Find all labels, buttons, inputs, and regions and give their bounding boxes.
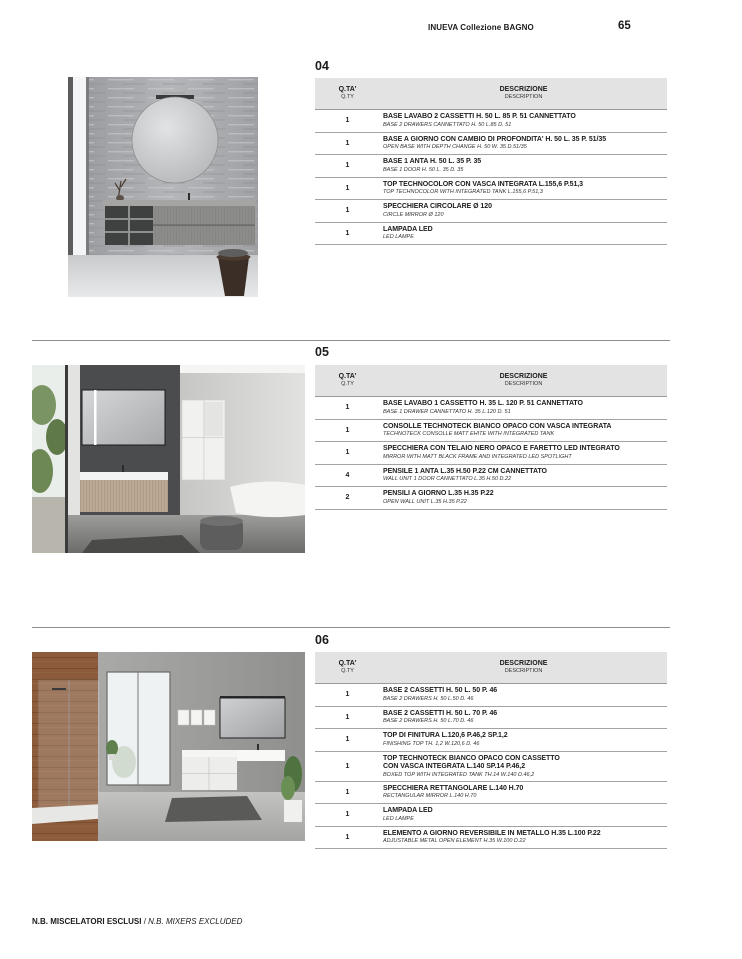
quantity-cell: 4 [345, 471, 350, 479]
quantity-cell: 1 [345, 788, 350, 796]
table-header [315, 652, 667, 684]
led-spotlight [94, 390, 97, 445]
description-cell [380, 397, 667, 419]
description-italian: BASE LAVABO 1 CASSETTO H. 35 L. 120 P. 51 CANNETTATO [383, 400, 583, 407]
table-row [315, 465, 667, 488]
table-row [315, 684, 667, 707]
quantity-cell: 2 [345, 494, 350, 502]
table-row [315, 752, 667, 782]
description-cell [380, 155, 667, 177]
quantity-header-italian: Q.TA' [338, 660, 357, 667]
description-english: LED LAMPE [383, 815, 414, 822]
quantity-cell: 1 [345, 117, 350, 125]
quantity-cell: 1 [345, 736, 350, 744]
quantity-cell: 1 [345, 449, 350, 457]
description-italian: BASE 1 ANTA H. 50 L. 35 P. 35 [383, 158, 482, 165]
description-italian: BASE 2 CASSETTI H. 50 L. 70 P. 46 [383, 709, 498, 717]
description-english: FINISHING TOP TH. 1,2 W.120,6 D. 46 [383, 740, 480, 747]
description-english: BOXED TOP WITH INTEGRATED TANK TH.14 W.140 D.46,2 [383, 771, 535, 778]
description-cell [380, 804, 667, 826]
quantity-header-english: Q.TY [341, 94, 354, 100]
table-row [315, 133, 667, 156]
section-divider [32, 627, 670, 628]
section-divider [32, 340, 670, 341]
description-english: WALL UNIT 1 DOOR CANNETTATO L.35 H.50 D.22 [383, 476, 512, 482]
description-header-italian: DESCRIZIONE [499, 86, 548, 93]
table-row [315, 487, 667, 510]
quantity-cell: 1 [345, 207, 350, 215]
description-italian: SPECCHIERA CIRCOLARE Ø 120 [383, 203, 492, 210]
table-header [315, 78, 667, 110]
table-body [315, 397, 667, 510]
description-italian: TOP TECHNOTECK BIANCO OPACO CON CASSETTO CON VASCA INTEGRATA L.140 SP.14 P.46,2 [383, 754, 560, 770]
description-cell [380, 782, 667, 804]
console-top [80, 472, 168, 480]
quantity-cell: 1 [345, 426, 350, 434]
quantity-cell: 1 [345, 162, 350, 170]
description-header-italian: DESCRIZIONE [499, 373, 548, 380]
table-row [315, 420, 667, 443]
quantity-header-italian: Q.TA' [338, 86, 357, 93]
description-header [380, 652, 667, 683]
description-italian: LAMPADA LED [383, 807, 433, 814]
product-table-06 [315, 652, 667, 849]
description-header-italian: DESCRIZIONE [499, 660, 548, 667]
description-italian: CONSOLLE TECHNOTECK BIANCO OPACO CON VASCA INTEGRATA [383, 422, 612, 430]
description-italian: SPECCHIERA CON TELAIO NERO OPACO E FARETTO LED INTEGRATO [383, 445, 620, 452]
rectangular-mirror [220, 698, 285, 738]
quantity-cell: 1 [345, 229, 350, 237]
collection-title: INUEVA Collezione BAGNO [428, 23, 534, 32]
description-italian: BASE LAVABO 2 CASSETTI H. 50 L. 85 P. 51 CANNETTATO [383, 113, 576, 120]
quantity-header-english: Q.TY [341, 668, 354, 674]
table-row [315, 804, 667, 827]
description-cell [380, 729, 667, 751]
description-cell [380, 487, 667, 509]
description-english: BASE 1 DRAWER CANNETTATO H. 35 L.120 D. 51 [383, 408, 511, 415]
description-italian: PENSILE 1 ANTA L.35 H.50 P.22 CM CANNETTATO [383, 467, 547, 475]
plant-pot [284, 800, 302, 822]
quantity-cell: 1 [345, 691, 350, 699]
description-cell [380, 752, 667, 781]
description-cell [380, 223, 667, 245]
quantity-header [315, 78, 380, 109]
footer-separator: / [141, 917, 149, 926]
open-shelves [178, 710, 189, 725]
quantity-cell: 1 [345, 762, 350, 770]
description-english: BASE 2 DRAWERS H. 50 L.70 D. 46 [383, 718, 474, 724]
table-row [315, 110, 667, 133]
description-english: OPEN BASE WITH DEPTH CHANGE H. 50 W. 35 D.51/35 [383, 144, 527, 150]
page-number: 65 [618, 20, 631, 32]
table-body [315, 110, 667, 245]
quantity-cell: 1 [345, 713, 350, 721]
description-italian: BASE 2 CASSETTI H. 50 L. 50 P. 46 [383, 687, 498, 694]
description-italian: PENSILI A GIORNO L.35 H.35 P.22 [383, 490, 494, 497]
description-header-english: DESCRIPTION [504, 668, 543, 674]
quantity-header-english: Q.TY [341, 381, 354, 387]
description-header [380, 365, 667, 396]
description-cell [380, 110, 667, 132]
round-mirror [132, 97, 218, 183]
vanity-top [103, 200, 256, 206]
quantity-cell: 1 [345, 139, 350, 147]
product-photo-05 [32, 365, 305, 553]
table-row [315, 397, 667, 420]
bathtub [230, 481, 305, 517]
description-english: ADJUSTABLE METAL OPEN ELEMENT H.35 W.100 D.22 [383, 838, 526, 844]
description-cell [380, 200, 667, 222]
description-english: RECTANGULAR MIRROR L.140 H.70 [383, 793, 477, 799]
quantity-cell: 1 [345, 404, 350, 412]
table-body [315, 684, 667, 849]
description-italian: LAMPADA LED [383, 225, 433, 233]
description-english: LED LAMPE [383, 234, 414, 240]
description-italian: TOP DI FINITURA L.120,6 P.46,2 SP.1,2 [383, 732, 508, 739]
description-english: OPEN WALL UNIT L.35 H.35 P.22 [383, 498, 467, 505]
description-cell [380, 465, 667, 487]
footer-note-italian: N.B. MISCELATORI ESCLUSI [32, 917, 142, 926]
table-row [315, 782, 667, 805]
description-italian: TOP TECHNOCOLOR CON VASCA INTEGRATA L.155,6 P.51,3 [383, 180, 584, 188]
footer-note-english: N.B. MIXERS EXCLUDED [148, 917, 243, 926]
description-english: TOP TECHNOCOLOR WITH INTEGRATED TANK L.155,6 P.51,3 [383, 189, 543, 195]
table-row [315, 707, 667, 730]
quantity-cell: 1 [345, 833, 350, 841]
description-cell [380, 707, 667, 729]
table-row [315, 178, 667, 201]
section-number-04: 04 [315, 59, 329, 73]
quantity-header [315, 652, 380, 683]
description-cell [380, 420, 667, 442]
section-number-05: 05 [315, 345, 329, 359]
product-photo-04 [68, 77, 258, 297]
description-english: BASE 2 DRAWERS CANNETTATO H. 50 L.85 D. 51 [383, 121, 512, 128]
description-cell [380, 178, 667, 200]
rug [165, 796, 262, 822]
description-english: BASE 2 DRAWERS H. 50 L.50 D. 46 [383, 695, 474, 702]
quantity-cell: 1 [345, 184, 350, 192]
description-italian: SPECCHIERA RETTANGOLARE L.140 H.70 [383, 784, 524, 792]
description-english: BASE 1 DOOR H. 50 L. 35 D. 35 [383, 166, 464, 173]
description-header [380, 78, 667, 109]
description-header-english: DESCRIPTION [504, 381, 543, 387]
table-row [315, 729, 667, 752]
description-cell [380, 442, 667, 464]
description-cell [380, 684, 667, 706]
product-photo-06 [32, 652, 305, 841]
quantity-header-italian: Q.TA' [338, 373, 357, 380]
table-header [315, 365, 667, 397]
description-english: TECHNOTECK CONSOLLE MATT EHITE WITH INTEGRATED TANK [383, 431, 555, 437]
table-row [315, 827, 667, 850]
table-row [315, 442, 667, 465]
table-row [315, 155, 667, 178]
description-header-english: DESCRIPTION [504, 94, 543, 100]
footer-note [32, 917, 242, 926]
quantity-header [315, 365, 380, 396]
description-cell [380, 133, 667, 155]
description-cell [380, 827, 667, 849]
table-row [315, 200, 667, 223]
product-table-04 [315, 78, 667, 245]
table-row [315, 223, 667, 246]
quantity-cell: 1 [345, 811, 350, 819]
description-english: CIRCLE MIRROR Ø 120 [383, 211, 444, 218]
description-italian: ELEMENTO A GIORNO REVERSIBILE IN METALLO H.35 L.100 P.22 [383, 829, 601, 837]
section-number-06: 06 [315, 633, 329, 647]
product-table-05 [315, 365, 667, 510]
description-italian: BASE A GIORNO CON CAMBIO DI PROFONDITA' H. 50 L. 35 P. 51/35 [383, 135, 607, 143]
description-english: MIRROR WITH MATT BLACK FRAME AND INTEGRATED LED SPOTLIGHT [383, 453, 572, 460]
